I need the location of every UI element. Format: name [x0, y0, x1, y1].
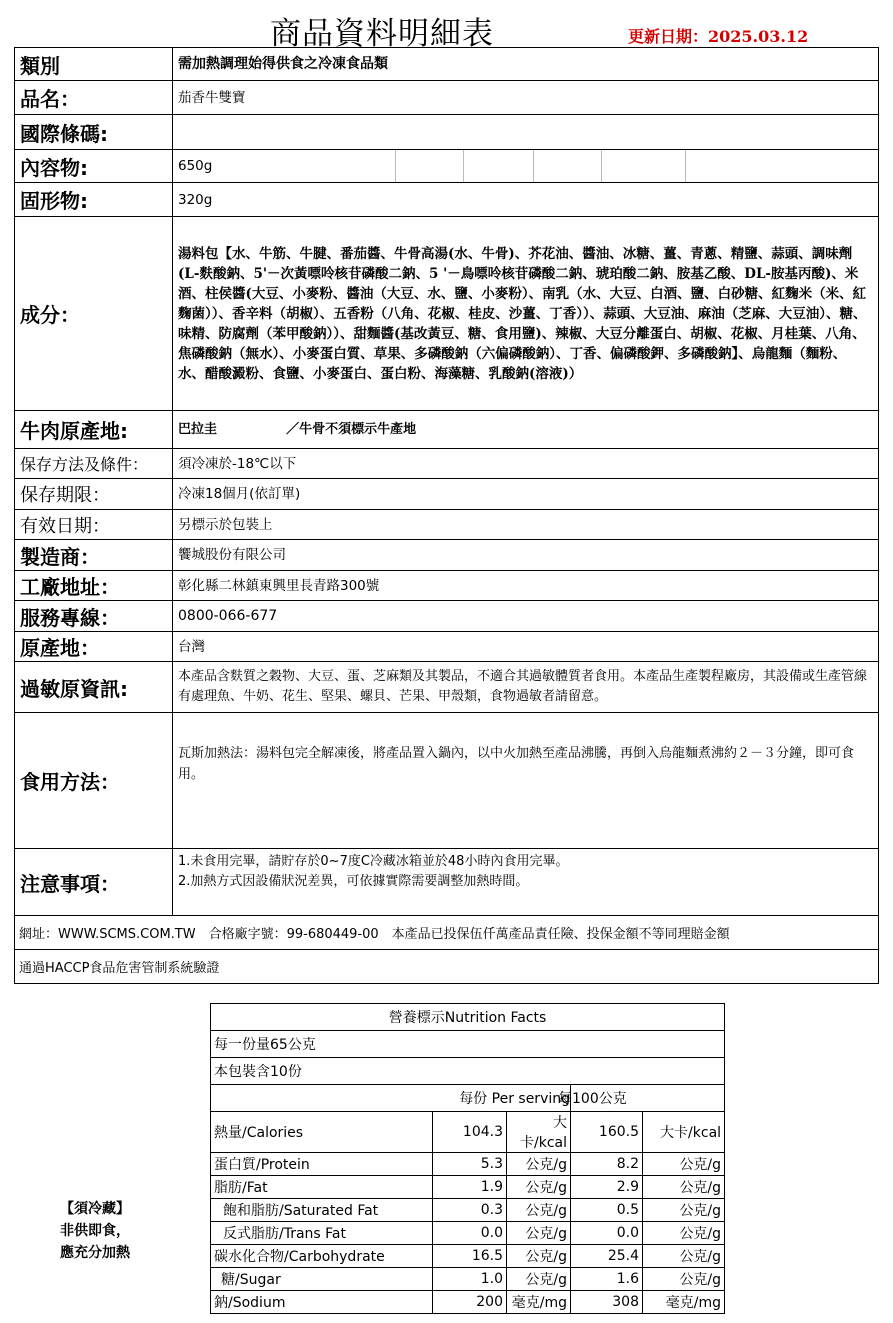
- nutrition-row: [211, 1112, 725, 1153]
- nutrition-serving-row: [211, 1031, 725, 1058]
- nutrient-name: 糖/Sugar: [211, 1268, 433, 1291]
- per-serving-unit: 公克/g: [507, 1199, 571, 1222]
- value-shelf: 冷凍18個月(依訂單): [173, 479, 879, 510]
- row-category: [15, 48, 879, 81]
- value-maker: 饗城股份有限公司: [173, 540, 879, 571]
- label-maker: 製造商：: [15, 540, 173, 571]
- value-factory: 彰化縣二林鎮東興里長青路300號: [173, 571, 879, 601]
- per-serving-unit: 公克/g: [507, 1176, 571, 1199]
- per-serving-value: 104.3: [433, 1112, 507, 1153]
- label-caution: 注意事項：: [15, 849, 173, 916]
- per-serving-unit: 公克/g: [507, 1268, 571, 1291]
- nutrition-servings-row: [211, 1058, 725, 1085]
- nutrition-row: [211, 1222, 725, 1245]
- nutrition-row: [211, 1153, 725, 1176]
- footer-website: 網址：WWW.SCMS.COM.TW 合格廠字號：99-680449-00 本產品已投保伍仟萬產品責任險、投保金額不等同理賠金額: [15, 916, 879, 950]
- per-serving-value: 0.3: [433, 1199, 507, 1222]
- per-serving-unit: 公克/g: [507, 1222, 571, 1245]
- per-100g-value: 0.0: [571, 1222, 643, 1245]
- value-storage: 須冷凍於-18℃以下: [173, 449, 879, 479]
- grid-line: [395, 150, 396, 182]
- row-solid: [15, 183, 879, 217]
- label-storage: 保存方法及條件：: [15, 449, 173, 479]
- grid-line: [533, 150, 534, 182]
- side-note-line-2: 非供即食，: [60, 1223, 130, 1239]
- label-shelf: 保存期限：: [15, 479, 173, 510]
- spec-table: [14, 47, 879, 984]
- value-usage: 瓦斯加熱法：湯料包完全解凍後，將產品置入鍋內，以中火加熱至產品沸騰，再倒入烏龍麵煮沸約２－３分鐘，即可食用。: [173, 713, 879, 849]
- page-title: 商品資料明細表: [270, 16, 494, 52]
- label-beef-origin: 牛肉原產地:: [15, 411, 173, 449]
- nutrition-row: [211, 1199, 725, 1222]
- row-beef-origin: [15, 411, 879, 449]
- per-100g-value: 1.6: [571, 1268, 643, 1291]
- nutrition-title-row: [211, 1004, 725, 1031]
- value-service: 0800-066-677: [173, 601, 879, 632]
- row-usage: [15, 713, 879, 849]
- nutrition-row: [211, 1176, 725, 1199]
- row-shelf: [15, 479, 879, 510]
- value-ingredients: 湯料包【水、牛筋、牛腱、番茄醬、牛骨高湯(水、牛骨)、芥花油、醬油、冰糖、薑、青蔥、精鹽、蒜頭、調味劑(L-麩酸鈉、5'－次黃嘌呤核苷磷酸二鈉、5 '－鳥嘌呤核苷磷酸二鈉、琥珀酸二鈉、胺基乙酸、DL-胺基丙酸)、米酒、柱侯醬(大豆、小麥粉、醬油（大豆、水、鹽、小麥粉）、南乳（水、大豆、白酒、鹽、白砂糖、紅麴米（米、紅麴菌））、香辛料（胡椒）、五香粉（八角、花椒、桂皮、沙薑、丁香））、蒜頭、大豆油、麻油（芝麻、大豆油）、糖、味精、防腐劑（苯甲酸鈉））、甜麵醬(基改黃豆、糖、食用鹽)、辣椒、大豆分離蛋白、胡椒、花椒、月桂葉、八角、焦磷酸鈉（無水）、小麥蛋白質、草果、多磷酸鈉（六偏磷酸鈉）、丁香、偏磷酸鉀、多磷酸鈉】、烏龍麵（麵粉、水、醋酸澱粉、食鹽、小麥蛋白、蛋白粉、海藻糖、乳酸鈉(溶液)）: [173, 217, 879, 411]
- label-origin: 原產地：: [15, 632, 173, 662]
- value-caution-cell: [173, 849, 879, 916]
- row-website: [15, 916, 879, 950]
- nutrition-header-row: [211, 1085, 725, 1112]
- value-name: 茄香牛雙寶: [173, 81, 879, 115]
- side-note: [60, 1198, 130, 1264]
- label-service: 服務專線：: [15, 601, 173, 632]
- row-barcode: [15, 115, 879, 150]
- label-name: 品名：: [15, 81, 173, 115]
- label-category: 類別: [15, 48, 173, 81]
- per-100g-unit: 公克/g: [643, 1222, 725, 1245]
- nutrient-name: 脂肪/Fat: [211, 1176, 433, 1199]
- row-caution: [15, 849, 879, 916]
- per-100g-unit: 公克/g: [643, 1245, 725, 1268]
- value-category: 需加熱調理始得供食之冷凍食品類: [173, 48, 879, 81]
- per-100g-unit: 大卡/kcal: [643, 1112, 725, 1153]
- grid-line: [601, 150, 602, 182]
- caution-line-2: 2.加熱方式因設備狀況差異，可依據實際需要調整加熱時間。: [178, 874, 529, 889]
- footer-haccp: 通過HACCP食品危害管制系統驗證: [15, 950, 879, 984]
- per-serving-value: 16.5: [433, 1245, 507, 1268]
- col-per-serving: 每份 Per serving: [211, 1085, 571, 1112]
- row-origin: [15, 632, 879, 662]
- side-note-line-1: 【須冷藏】: [60, 1201, 130, 1217]
- row-storage: [15, 449, 879, 479]
- per-serving-unit: 大卡/kcal: [507, 1112, 571, 1153]
- row-content: [15, 150, 879, 183]
- col-per-100-label: 每100公克: [558, 1091, 627, 1107]
- per-serving-value: 1.9: [433, 1176, 507, 1199]
- nutrition-servings: 本包裝含10份: [211, 1058, 725, 1085]
- label-barcode: 國際條碼:: [15, 115, 173, 150]
- nutrition-body: [211, 1112, 725, 1314]
- per-100g-value: 160.5: [571, 1112, 643, 1153]
- row-factory: [15, 571, 879, 601]
- beef-origin-note: ／牛骨不須標示牛產地: [286, 421, 417, 437]
- value-barcode: [173, 115, 879, 150]
- value-beef-origin-cell: [173, 411, 879, 449]
- update-date: 更新日期：2025.03.12: [628, 27, 809, 46]
- value-beef-origin: 巴拉圭: [178, 421, 218, 437]
- grid-line: [463, 150, 464, 182]
- per-serving-unit: 毫克/mg: [507, 1291, 571, 1314]
- per-100g-value: 308: [571, 1291, 643, 1314]
- per-serving-value: 200: [433, 1291, 507, 1314]
- per-serving-value: 5.3: [433, 1153, 507, 1176]
- nutrient-name: 熱量/Calories: [211, 1112, 433, 1153]
- col-per-100: [558, 1085, 725, 1112]
- value-content: 650g: [178, 158, 213, 174]
- per-serving-unit: 公克/g: [507, 1245, 571, 1268]
- row-service: [15, 601, 879, 632]
- nutrition-table: [210, 1003, 725, 1314]
- nutrition-serving: 每一份量65公克: [211, 1031, 725, 1058]
- per-100g-unit: 毫克/mg: [643, 1291, 725, 1314]
- per-100g-value: 25.4: [571, 1245, 643, 1268]
- per-100g-value: 8.2: [571, 1153, 643, 1176]
- value-allergen: 本產品含麩質之穀物、大豆、蛋、芝麻類及其製品，不適合其過敏體質者食用。本產品生產製程廠房，其設備或生產管線有處理魚、牛奶、花生、堅果、螺貝、芒果、甲殼類，食物過敏者請留意。: [173, 662, 879, 713]
- side-note-line-3: 應充分加熱: [60, 1245, 130, 1261]
- value-expiry: 另標示於包裝上: [173, 510, 879, 540]
- value-solid: 320g: [173, 183, 879, 217]
- caution-line-1: 1.未食用完畢，請貯存於0~7度C冷藏冰箱並於48小時內食用完畢。: [178, 854, 569, 869]
- row-name: [15, 81, 879, 115]
- nutrition-row: [211, 1245, 725, 1268]
- per-100g-value: 0.5: [571, 1199, 643, 1222]
- label-solid: 固形物:: [15, 183, 173, 217]
- row-allergen: [15, 662, 879, 713]
- row-maker: [15, 540, 879, 571]
- nutrition-row: [211, 1268, 725, 1291]
- nutrition-title: 營養標示Nutrition Facts: [211, 1004, 725, 1031]
- value-origin: 台灣: [173, 632, 879, 662]
- nutrient-name: 蛋白質/Protein: [211, 1153, 433, 1176]
- label-usage: 食用方法：: [15, 713, 173, 849]
- per-100g-unit: 公克/g: [643, 1199, 725, 1222]
- nutrient-name: 碳水化合物/Carbohydrate: [211, 1245, 433, 1268]
- per-serving-unit: 公克/g: [507, 1153, 571, 1176]
- per-100g-unit: 公克/g: [643, 1268, 725, 1291]
- label-factory: 工廠地址：: [15, 571, 173, 601]
- grid-line: [685, 150, 686, 182]
- per-serving-value: 0.0: [433, 1222, 507, 1245]
- nutrition-row: [211, 1291, 725, 1314]
- nutrient-name: 飽和脂肪/Saturated Fat: [211, 1199, 433, 1222]
- label-content: 內容物:: [15, 150, 173, 183]
- nutrient-name: 反式脂肪/Trans Fat: [211, 1222, 433, 1245]
- per-100g-unit: 公克/g: [643, 1176, 725, 1199]
- row-ingredients: [15, 217, 879, 411]
- per-serving-value: 1.0: [433, 1268, 507, 1291]
- label-ingredients: 成分：: [15, 217, 173, 411]
- label-allergen: 過敏原資訊:: [15, 662, 173, 713]
- row-haccp: [15, 950, 879, 984]
- row-expiry: [15, 510, 879, 540]
- per-100g-value: 2.9: [571, 1176, 643, 1199]
- per-100g-unit: 公克/g: [643, 1153, 725, 1176]
- label-expiry: 有效日期：: [15, 510, 173, 540]
- value-content-cell: [173, 150, 879, 183]
- nutrient-name: 鈉/Sodium: [211, 1291, 433, 1314]
